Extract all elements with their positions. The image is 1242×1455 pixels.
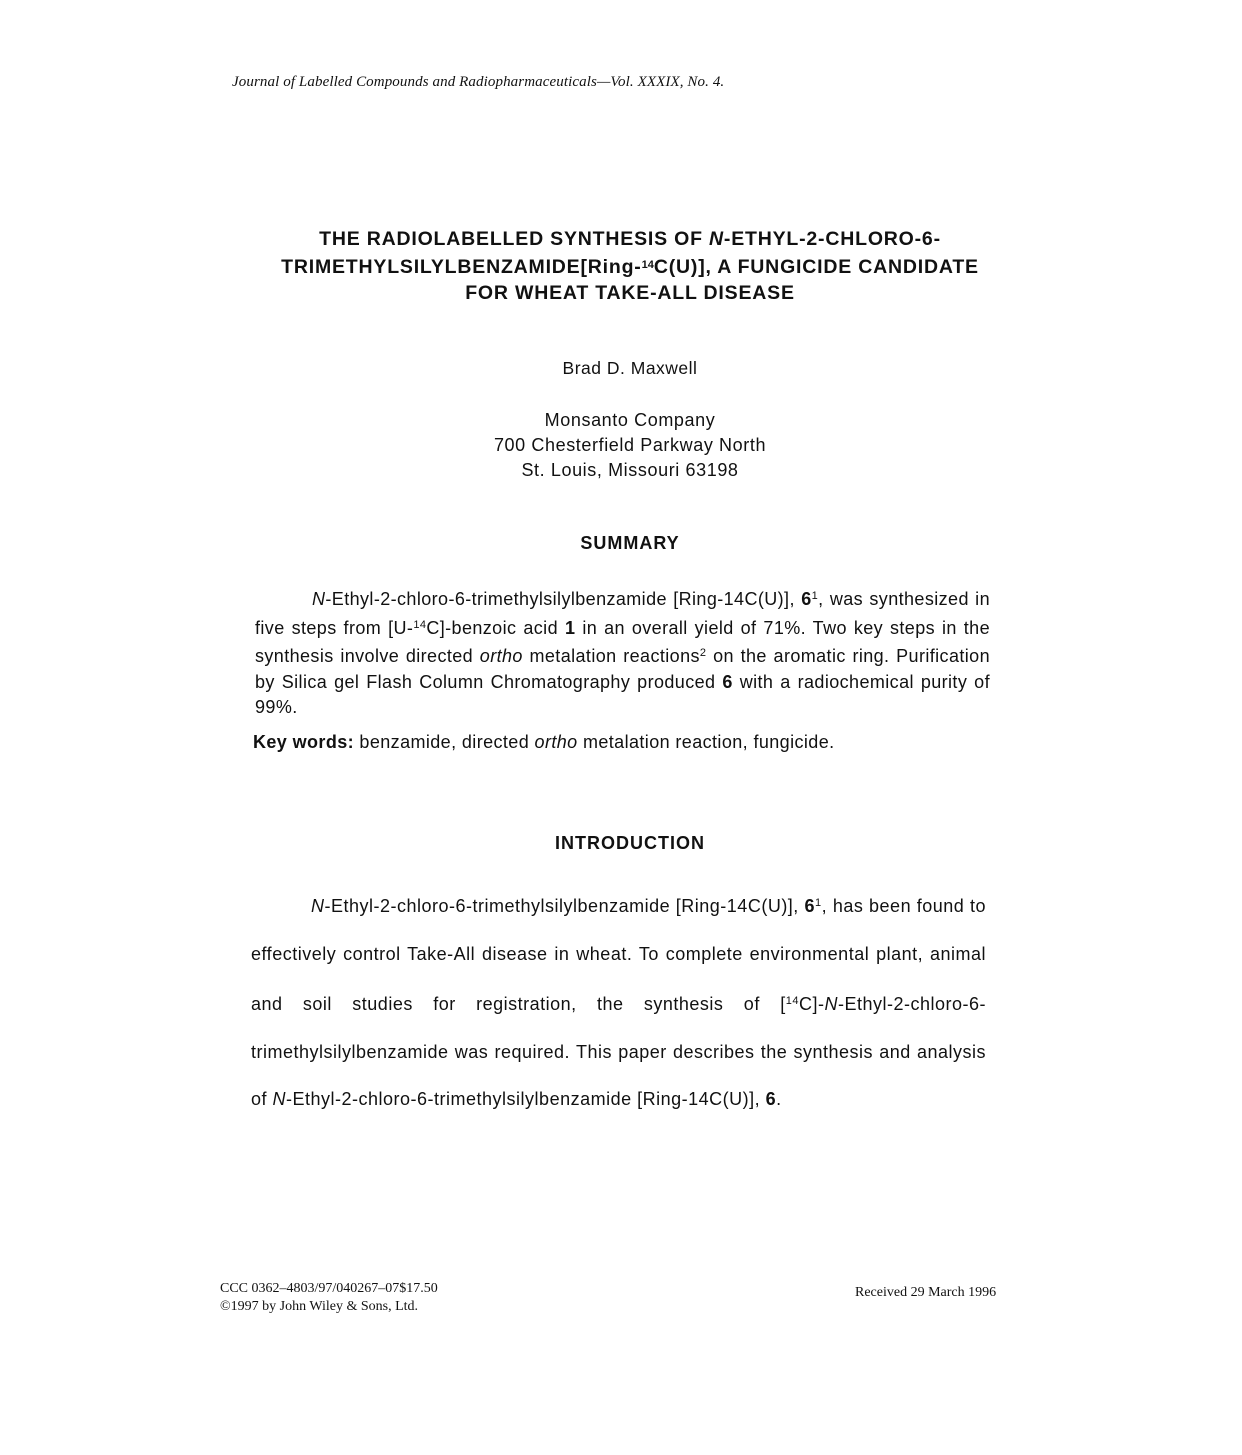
introduction-paragraph: N-Ethyl-2-chloro-6-trimethylsilylbenzamide [Ring-14C(U)], $6^1$, has been found to effectively control Take-All disease in wheat. To complete environmental plant, animal and soil studies for registration, the synthesis of [$^{14}$C]-N-Ethyl-2-chloro-6-trimethylsilylbenzamide was required. This paper describes the synthesis and analysis of N-Ethyl-2-chloro-6-trimethylsilylbenzamide [Ring-14C(U)], 6. — [251, 896, 987, 1109]
affiliation-city: St. Louis, Missouri 63198 — [521, 460, 739, 480]
ccc-code: CCC 0362–4803/97/040267–07$17.50 — [220, 1281, 438, 1296]
footer-copyright-block — [220, 1280, 438, 1316]
keywords-label: Key words: — [253, 732, 355, 752]
introduction-heading: INTRODUCTION — [555, 833, 705, 853]
title-line-1: THE RADIOLABELLED SYNTHESIS OF N-ETHYL-2-CHLORO-6- — [319, 228, 941, 250]
title-line-2: TRIMETHYLSILYLBENZAMIDE[Ring-$^{14}$C(U)], A FUNGICIDE CANDIDATE — [281, 256, 979, 278]
copyright-line: ©1997 by John Wiley & Sons, Ltd. — [220, 1299, 419, 1314]
paper-title — [180, 226, 1080, 306]
keywords-line: Key words: benzamide, directed ortho metalation reaction, fungicide. — [253, 732, 835, 752]
summary-heading: SUMMARY — [580, 533, 680, 553]
journal-header: Journal of Labelled Compounds and Radiopharmaceuticals—Vol. XXXIX, No. 4. — [232, 74, 725, 90]
received-date: Received 29 March 1996 — [855, 1285, 997, 1300]
affiliation-company: Monsanto Company — [544, 410, 716, 430]
summary-paragraph: N-Ethyl-2-chloro-6-trimethylsilylbenzamide [Ring-14C(U)], $6^1$, was synthesized in five steps from [U-$^{14}$C]-benzoic acid 1 in an overall yield of 71%. Two key steps in the synthesis involve directed ortho metalation reactions$^2$ on the aromatic ring. Purification by Silica gel Flash Column Chromatography produced 6 with a radiochemical purity of 99%. — [255, 589, 990, 717]
affiliation-street: 700 Chesterfield Parkway North — [493, 435, 767, 455]
affiliation — [380, 408, 880, 483]
author-name: Brad D. Maxwell — [562, 358, 698, 378]
title-line-3: FOR WHEAT TAKE-ALL DISEASE — [465, 282, 795, 304]
